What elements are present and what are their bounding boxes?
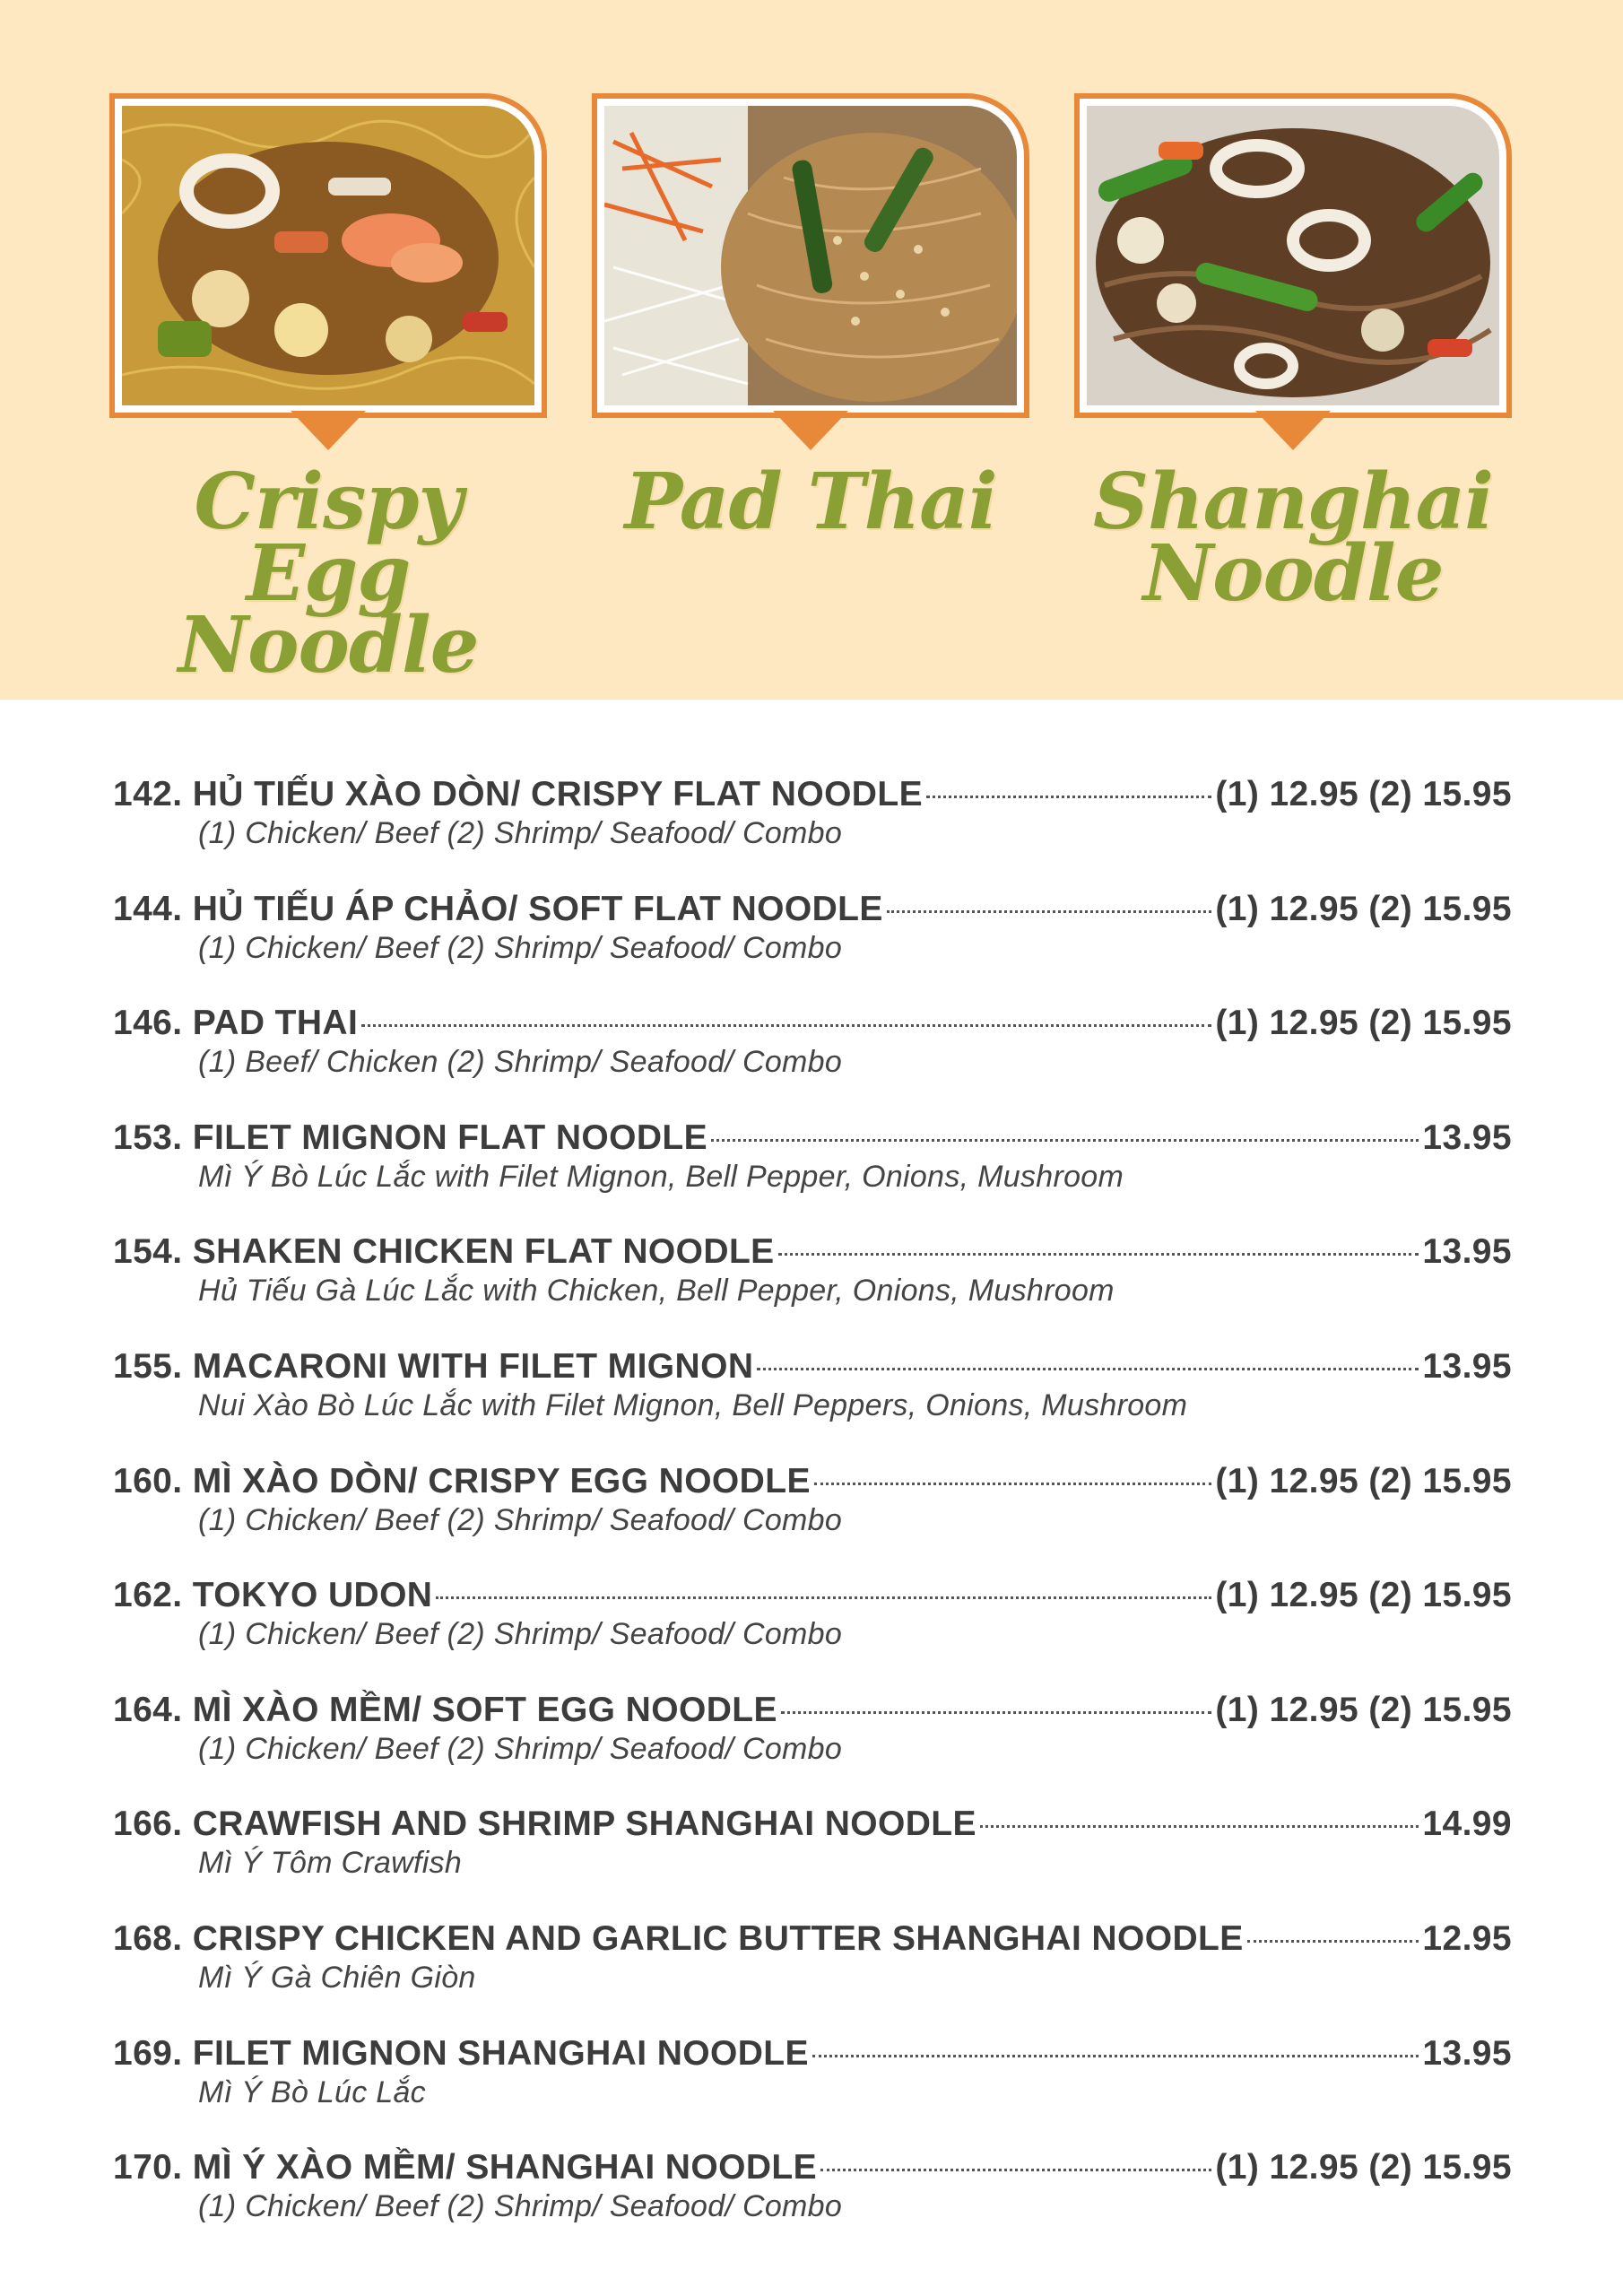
menu-item-price: 12.95 — [1422, 1918, 1512, 1958]
menu-item — [113, 2034, 1512, 2149]
crispy-egg-noodle-photo — [122, 106, 534, 405]
feature-title-line: Pad Thai — [624, 457, 997, 547]
menu-item-price: 14.99 — [1422, 1805, 1512, 1844]
dot-leader — [436, 1596, 1211, 1599]
menu-item-name: 153. FILET MIGNON FLAT NOODLE — [113, 1118, 708, 1157]
dot-leader — [711, 1139, 1419, 1142]
feature-card-shanghai-noodle — [1074, 93, 1512, 418]
menu-item-name: 154. SHAKEN CHICKEN FLAT NOODLE — [113, 1232, 775, 1272]
hero-banner — [0, 0, 1623, 700]
menu-item-name: 162. TOKYO UDON — [113, 1576, 433, 1615]
menu-item-name: 168. CRISPY CHICKEN AND GARLIC BUTTER SHANGHAI NOODLE — [113, 1918, 1244, 1958]
menu-item-name: 166. CRAWFISH AND SHRIMP SHANGHAI NOODLE — [113, 1805, 976, 1844]
menu-item — [113, 890, 1512, 1004]
pointer-pad-thai — [773, 411, 848, 450]
menu-item-price: (1) 12.95 (2) 15.95 — [1215, 1461, 1512, 1500]
menu-item — [113, 775, 1512, 890]
feature-title-pad-thai — [592, 457, 1029, 547]
menu-item — [113, 1691, 1512, 1805]
menu-item-price: (1) 12.95 (2) 15.95 — [1215, 1004, 1512, 1043]
menu-item-price: 13.95 — [1422, 1346, 1512, 1386]
menu-item-description: (1) Chicken/ Beef (2) Shrimp/ Seafood/ Combo — [198, 1731, 843, 1766]
menu-item-price: (1) 12.95 (2) 15.95 — [1215, 889, 1512, 928]
feature-card-pad-thai — [592, 93, 1029, 418]
dot-leader — [820, 2169, 1211, 2171]
dot-leader — [781, 1711, 1211, 1714]
menu-item-price: (1) 12.95 (2) 15.95 — [1215, 1576, 1512, 1615]
dot-leader — [926, 796, 1211, 798]
menu-item — [113, 1462, 1512, 1577]
menu-item-description: Mì Ý Bò Lúc Lắc — [198, 2074, 426, 2109]
dot-leader — [812, 2055, 1419, 2057]
menu-item-name: 169. FILET MIGNON SHANGHAI NOODLE — [113, 2033, 809, 2073]
menu-item-price: (1) 12.95 (2) 15.95 — [1215, 1690, 1512, 1729]
dot-leader — [778, 1253, 1419, 1256]
menu-item-description: Mì Ý Bò Lúc Lắc with Filet Mignon, Bell Pepper, Onions, Mushroom — [198, 1159, 1124, 1194]
menu-item-description: Nui Xào Bò Lúc Lắc with Filet Mignon, Bell Peppers, Onions, Mushroom — [198, 1387, 1188, 1422]
menu-list — [113, 775, 1512, 2263]
dot-leader — [887, 910, 1212, 913]
menu-item-name: 164. MÌ XÀO MỀM/ SOFT EGG NOODLE — [113, 1690, 777, 1729]
menu-item-description: (1) Chicken/ Beef (2) Shrimp/ Seafood/ Combo — [198, 2189, 843, 2224]
menu-item-name: 170. MÌ Ý XÀO MỀM/ SHANGHAI NOODLE — [113, 2148, 818, 2187]
menu-item-description: (1) Chicken/ Beef (2) Shrimp/ Seafood/ Combo — [198, 1502, 843, 1537]
menu-item — [113, 2148, 1512, 2263]
menu-item-name: 155. MACARONI WITH FILET MIGNON — [113, 1346, 754, 1386]
menu-item-price: 13.95 — [1422, 1118, 1512, 1157]
menu-item-description: Mì Ý Gà Chiên Giòn — [198, 1960, 476, 1995]
menu-item-description: (1) Beef/ Chicken (2) Shrimp/ Seafood/ Combo — [198, 1045, 843, 1080]
menu-item-description: Mì Ý Tôm Crawfish — [198, 1846, 463, 1881]
menu-item-price: 13.95 — [1422, 2033, 1512, 2073]
dot-leader — [980, 1825, 1419, 1828]
menu-item-description: (1) Chicken/ Beef (2) Shrimp/ Seafood/ Combo — [198, 930, 843, 965]
feature-title-line: Crispy Egg — [194, 457, 463, 619]
menu-item-price: (1) 12.95 (2) 15.95 — [1215, 2148, 1512, 2187]
menu-item-name: 146. PAD THAI — [113, 1004, 359, 1043]
menu-item — [113, 1118, 1512, 1233]
menu-item-description: (1) Chicken/ Beef (2) Shrimp/ Seafood/ Combo — [198, 816, 843, 850]
menu-item-price: (1) 12.95 (2) 15.95 — [1215, 775, 1512, 813]
menu-item — [113, 1805, 1512, 1919]
feature-title-line: Shanghai — [1093, 457, 1493, 547]
menu-item-name: 142. HỦ TIẾU XÀO DÒN/ CRISPY FLAT NOODLE — [113, 775, 924, 813]
menu-item-name: 144. HỦ TIẾU ÁP CHẢO/ SOFT FLAT NOODLE — [113, 889, 883, 928]
menu-item — [113, 1232, 1512, 1347]
menu-item — [113, 1347, 1512, 1462]
feature-card-crispy-egg-noodle — [109, 93, 547, 418]
pointer-shanghai-noodle — [1255, 411, 1331, 450]
menu-item-price: 13.95 — [1422, 1232, 1512, 1272]
menu-item-description: (1) Chicken/ Beef (2) Shrimp/ Seafood/ Combo — [198, 1617, 843, 1652]
menu-item — [113, 1004, 1512, 1118]
dot-leader — [814, 1483, 1211, 1485]
menu-item — [113, 1919, 1512, 2034]
menu-item-name: 160. MÌ XÀO DÒN/ CRISPY EGG NOODLE — [113, 1461, 811, 1500]
pad-thai-photo — [604, 106, 1017, 405]
menu-item-description: Hủ Tiếu Gà Lúc Lắc with Chicken, Bell Pepper, Onions, Mushroom — [198, 1274, 1115, 1309]
feature-title-crispy-egg-noodle — [109, 457, 547, 691]
dot-leader — [361, 1024, 1211, 1027]
feature-title-shanghai-noodle — [1074, 457, 1512, 619]
dot-leader — [757, 1368, 1419, 1370]
dot-leader — [1247, 1940, 1419, 1943]
pointer-crispy-egg-noodle — [291, 411, 366, 450]
shanghai-noodle-photo — [1087, 106, 1499, 405]
feature-title-line: Noodle — [178, 600, 479, 691]
menu-item — [113, 1576, 1512, 1691]
feature-title-line: Noodle — [1142, 528, 1444, 619]
